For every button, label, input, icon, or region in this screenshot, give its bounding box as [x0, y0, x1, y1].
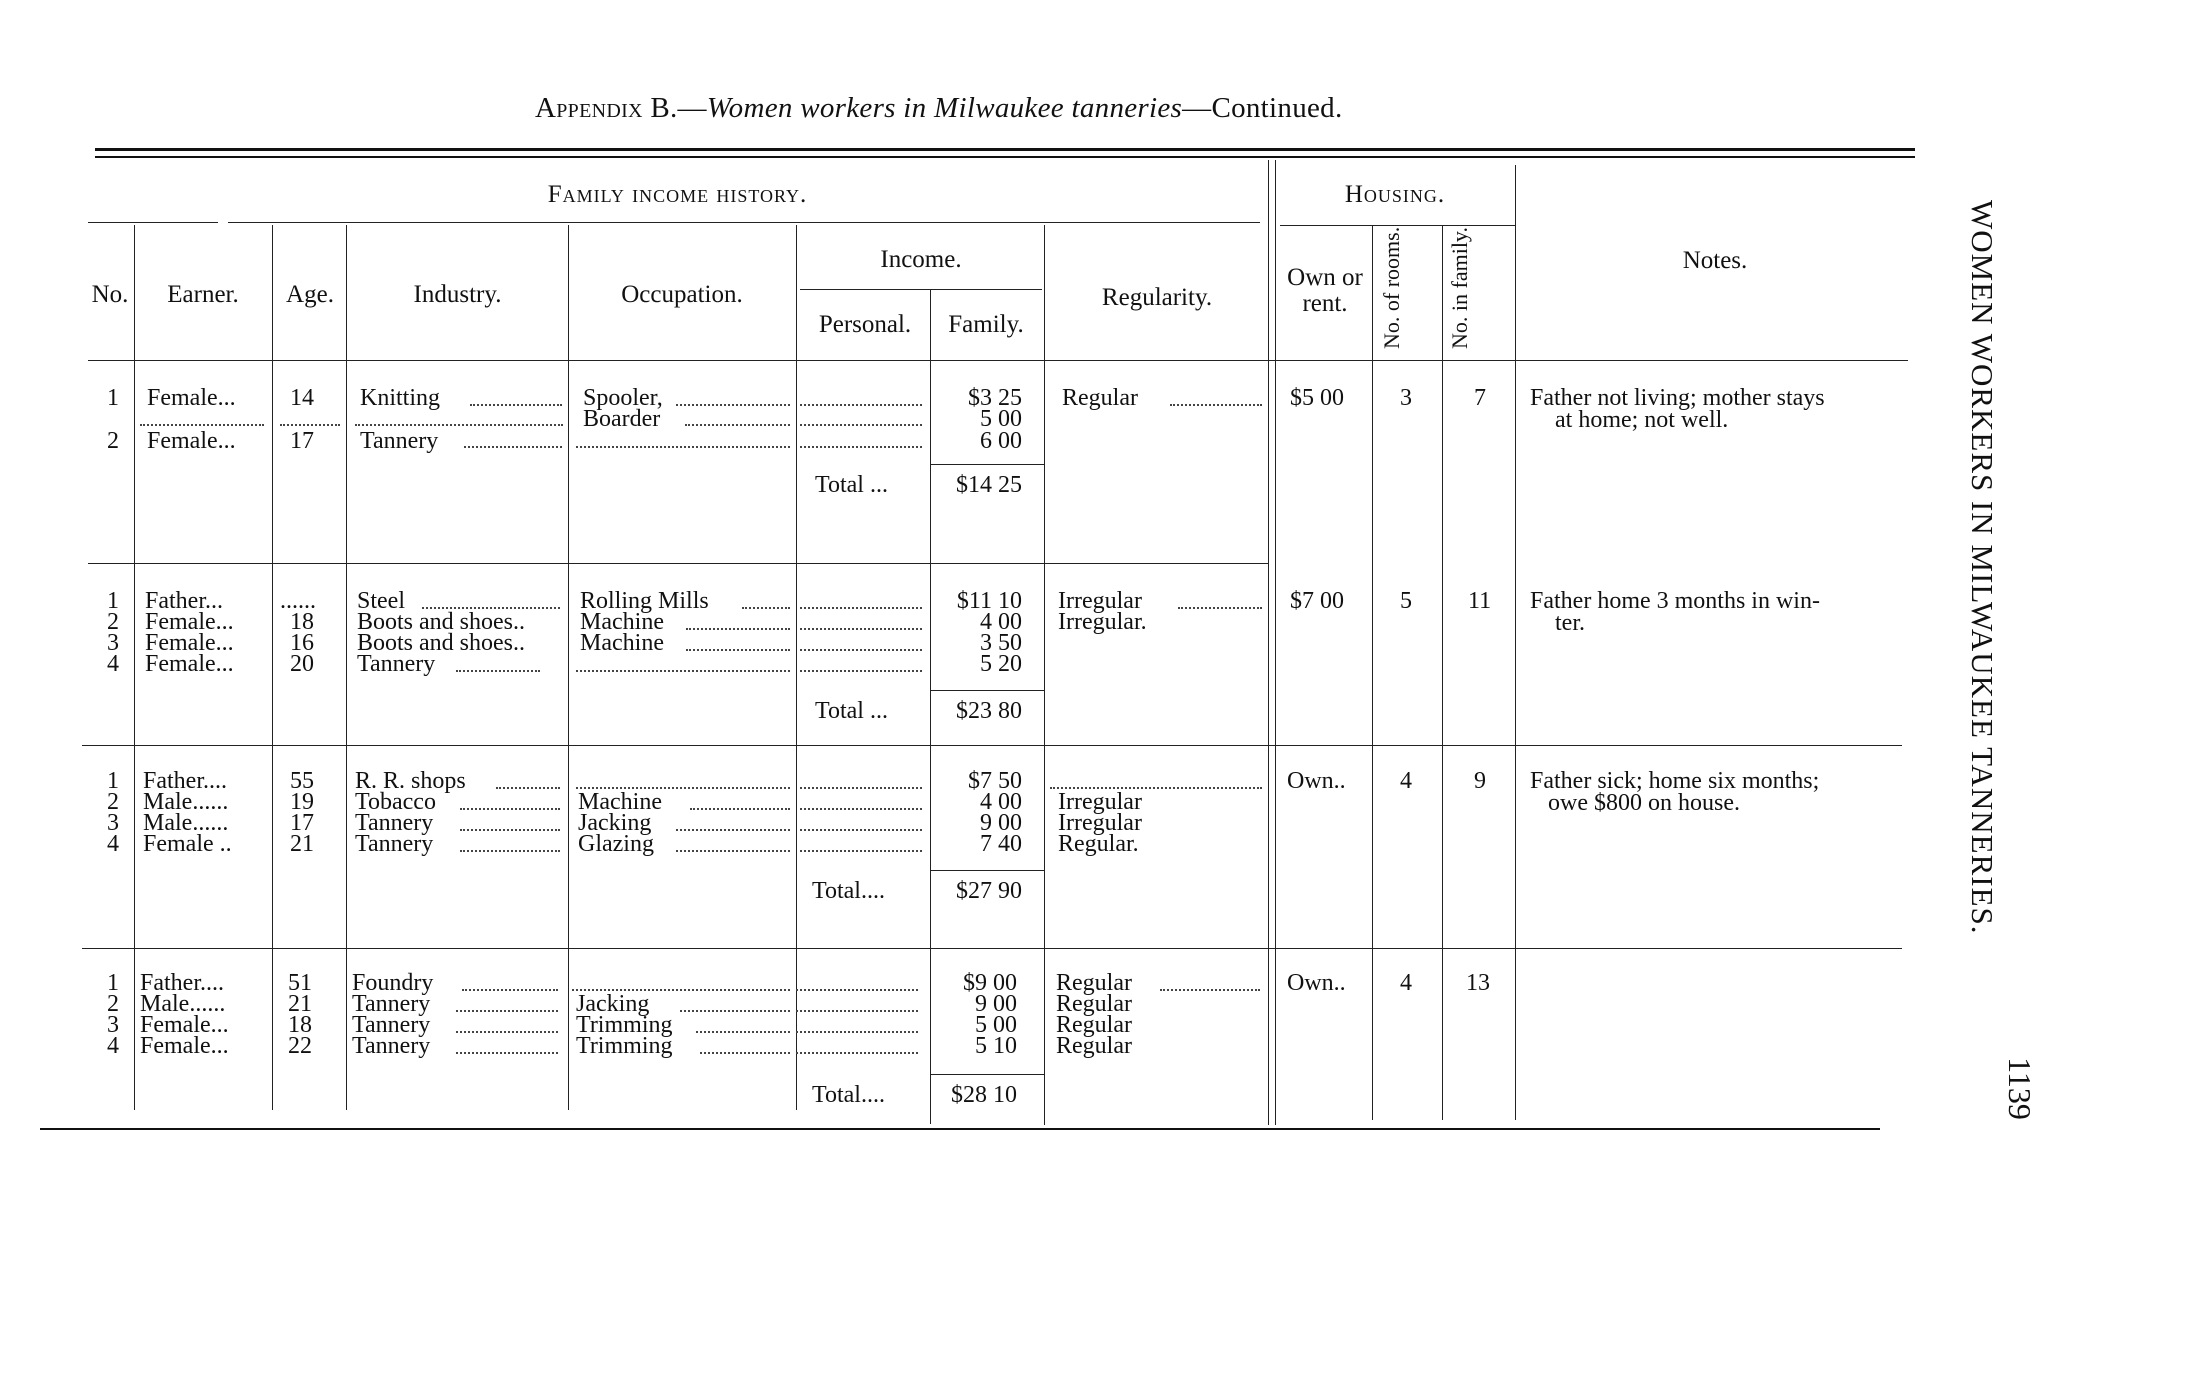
row-earner: Male...... — [143, 789, 229, 815]
notes-line: Father not living; mother stays — [1530, 385, 1825, 411]
row-no: 4 — [107, 1033, 119, 1059]
row-family-income: $3 25 — [968, 385, 1022, 411]
row-earner: Father... — [145, 588, 223, 614]
total-label: Total ... — [815, 472, 888, 498]
row-no: 2 — [107, 428, 119, 454]
row-regularity: Regular. — [1058, 831, 1139, 857]
own-or-rent: $5 00 — [1290, 385, 1344, 411]
row-family-income: $11 10 — [956, 588, 1022, 614]
own-or-rent: Own.. — [1287, 768, 1346, 794]
row-age: 18 — [290, 609, 314, 635]
row-earner: Male...... — [143, 810, 229, 836]
row-occupation: Machine — [578, 789, 662, 815]
total-rule — [930, 1074, 1044, 1075]
col-rooms: No. of rooms. — [1379, 226, 1404, 349]
col-divider — [272, 225, 273, 1110]
row-age: 16 — [290, 630, 314, 656]
row-family-income: 7 40 — [980, 831, 1022, 857]
row-age: 17 — [290, 810, 314, 836]
row-industry: Steel — [357, 588, 405, 614]
group-separator — [82, 948, 1902, 949]
row-age: 14 — [290, 385, 314, 411]
row-occupation: Boarder — [583, 406, 661, 432]
row-earner: Female... — [147, 428, 236, 454]
row-earner: Female... — [140, 1012, 229, 1038]
total-value: $14 25 — [956, 472, 1022, 498]
row-regularity: Regular — [1062, 385, 1138, 411]
header-bottom-rule — [88, 360, 1908, 361]
row-earner: Female... — [140, 1033, 229, 1059]
row-no: 3 — [107, 1012, 119, 1038]
row-family-income: 4 00 — [980, 609, 1022, 635]
header-rule — [1280, 225, 1515, 226]
col-divider — [568, 225, 569, 1110]
row-family-income: 5 10 — [975, 1033, 1017, 1059]
row-no: 3 — [107, 810, 119, 836]
top-rule — [95, 148, 1915, 151]
row-industry: Foundry — [352, 970, 434, 996]
row-age: ...... — [280, 588, 316, 614]
row-family-income: 9 00 — [980, 810, 1022, 836]
row-regularity: Regular — [1056, 991, 1132, 1017]
header-rule — [88, 222, 218, 223]
row-family-income: $7 50 — [968, 768, 1022, 794]
col-age: Age. — [286, 281, 334, 308]
housing-header: Housing. — [1344, 181, 1446, 208]
row-earner: Female .. — [143, 831, 232, 857]
row-no: 2 — [107, 991, 119, 1017]
col-income: Income. — [880, 246, 962, 273]
row-regularity: Regular — [1056, 1012, 1132, 1038]
in-family: 7 — [1474, 385, 1486, 411]
row-industry: Tannery — [360, 428, 439, 454]
row-earner: Female... — [145, 630, 234, 656]
row-industry: Boots and shoes.. — [357, 630, 525, 656]
row-industry: Tannery — [355, 831, 434, 857]
row-age: 21 — [290, 831, 314, 857]
row-regularity: Irregular. — [1058, 609, 1147, 635]
col-divider — [930, 289, 931, 1124]
row-industry: R. R. shops — [355, 768, 466, 794]
row-regularity: Irregular — [1058, 588, 1142, 614]
row-family-income: 5 00 — [975, 1012, 1017, 1038]
notes-line: at home; not well. — [1555, 407, 1729, 433]
total-label: Total.... — [812, 1082, 885, 1108]
col-notes: Notes. — [1682, 247, 1748, 274]
col-occupation: Occupation. — [621, 281, 743, 308]
page-title — [535, 92, 1475, 125]
row-no: 1 — [107, 970, 119, 996]
row-family-income: 5 20 — [980, 651, 1022, 677]
row-no: 2 — [107, 609, 119, 635]
col-divider — [796, 225, 797, 1110]
row-occupation: Jacking — [576, 991, 650, 1017]
rooms: 5 — [1400, 588, 1412, 614]
total-value: $23 80 — [956, 698, 1022, 724]
col-divider — [1442, 225, 1443, 1120]
row-age: 17 — [290, 428, 314, 454]
row-occupation: Jacking — [578, 810, 652, 836]
side-heading: WOMEN WORKERS IN MILWAUKEE TANNERIES. — [1965, 200, 2000, 935]
col-regularity: Regularity. — [1101, 284, 1213, 311]
col-divider — [346, 225, 347, 1110]
appendix-label: Appendix B. — [535, 92, 678, 124]
page-number: 1139 — [2001, 1057, 2038, 1120]
row-industry: Boots and shoes.. — [357, 609, 525, 635]
total-rule — [930, 464, 1044, 465]
row-occupation: Trimming — [576, 1033, 673, 1059]
total-label: Total.... — [812, 878, 885, 904]
row-occupation: Spooler, — [583, 385, 663, 411]
top-rule-thin — [95, 156, 1915, 158]
in-family: 13 — [1466, 970, 1490, 996]
title-suffix: —Continued. — [1182, 92, 1343, 124]
col-divider — [1515, 165, 1516, 1120]
rooms: 3 — [1400, 385, 1412, 411]
row-no: 1 — [107, 588, 119, 614]
row-family-income: 4 00 — [980, 789, 1022, 815]
rooms: 4 — [1400, 970, 1412, 996]
row-industry: Tannery — [357, 651, 436, 677]
row-regularity: Regular — [1056, 970, 1132, 996]
row-earner: Father.... — [140, 970, 224, 996]
row-family-income: 9 00 — [975, 991, 1017, 1017]
row-industry: Tannery — [352, 1012, 431, 1038]
col-earner: Earner. — [167, 281, 239, 308]
row-no: 4 — [107, 831, 119, 857]
row-family-income: 5 00 — [980, 406, 1022, 432]
in-family: 9 — [1474, 768, 1486, 794]
row-family-income: $9 00 — [963, 970, 1017, 996]
row-no: 4 — [107, 651, 119, 677]
total-label: Total ... — [815, 698, 888, 724]
row-earner: Female... — [147, 385, 236, 411]
row-age: 22 — [288, 1033, 312, 1059]
title-dash: — — [677, 92, 707, 124]
row-age: 19 — [290, 789, 314, 815]
col-own-or-rent: Own or rent. — [1287, 264, 1363, 318]
col-divider — [1268, 160, 1269, 1125]
row-earner: Male...... — [140, 991, 226, 1017]
group-separator — [82, 745, 1902, 746]
row-earner: Female... — [145, 651, 234, 677]
row-industry: Knitting — [360, 385, 441, 411]
row-industry: Tannery — [352, 1033, 431, 1059]
row-occupation: Machine — [580, 630, 664, 656]
own-or-rent: $7 00 — [1290, 588, 1344, 614]
row-industry: Tannery — [355, 810, 434, 836]
notes-line: owe $800 on house. — [1548, 790, 1740, 816]
row-age: 18 — [288, 1012, 312, 1038]
col-personal: Personal. — [818, 311, 912, 338]
row-age: 20 — [290, 651, 314, 677]
row-occupation: Glazing — [578, 831, 654, 857]
notes-line: Father sick; home six months; — [1530, 768, 1820, 794]
row-regularity: Irregular — [1058, 810, 1142, 836]
total-rule — [930, 870, 1044, 871]
row-age: 21 — [288, 991, 312, 1017]
row-earner: Father.... — [143, 768, 227, 794]
col-in-family: No. in family. — [1447, 227, 1472, 349]
row-no: 1 — [107, 385, 119, 411]
row-earner: Female... — [145, 609, 234, 635]
rooms: 4 — [1400, 768, 1412, 794]
col-divider — [1044, 225, 1045, 1125]
notes-line: Father home 3 months in win- — [1530, 588, 1820, 614]
row-industry: Tobacco — [355, 789, 436, 815]
col-industry: Industry. — [413, 281, 502, 308]
total-value: $27 90 — [956, 878, 1022, 904]
col-divider — [1372, 225, 1373, 1120]
row-regularity: Regular — [1056, 1033, 1132, 1059]
row-regularity: Irregular — [1058, 789, 1142, 815]
row-no: 3 — [107, 630, 119, 656]
income-subheader-rule — [800, 289, 1042, 290]
bottom-rule — [40, 1128, 1880, 1130]
row-age: 55 — [290, 768, 314, 794]
row-age: 51 — [288, 970, 312, 996]
col-divider — [134, 225, 135, 1110]
row-occupation: Rolling Mills — [580, 588, 709, 614]
header-rule — [228, 222, 1260, 223]
title-italic: Women workers in Milwaukee tanneries — [706, 92, 1183, 124]
row-family-income: 6 00 — [980, 428, 1022, 454]
row-family-income: 3 50 — [980, 630, 1022, 656]
row-industry: Tannery — [352, 991, 431, 1017]
row-no: 2 — [107, 789, 119, 815]
notes-line: ter. — [1555, 610, 1585, 636]
row-occupation: Trimming — [576, 1012, 673, 1038]
group-separator — [88, 563, 1268, 564]
col-family: Family. — [948, 311, 1024, 338]
total-rule — [930, 690, 1044, 691]
total-value: $28 10 — [951, 1082, 1017, 1108]
family-income-history-header: Family income history. — [547, 181, 808, 208]
in-family: 11 — [1468, 588, 1492, 614]
row-no: 1 — [107, 768, 119, 794]
col-divider — [1275, 160, 1276, 1125]
row-occupation: Machine — [580, 609, 664, 635]
col-no: No. — [91, 281, 129, 308]
own-or-rent: Own.. — [1287, 970, 1346, 996]
